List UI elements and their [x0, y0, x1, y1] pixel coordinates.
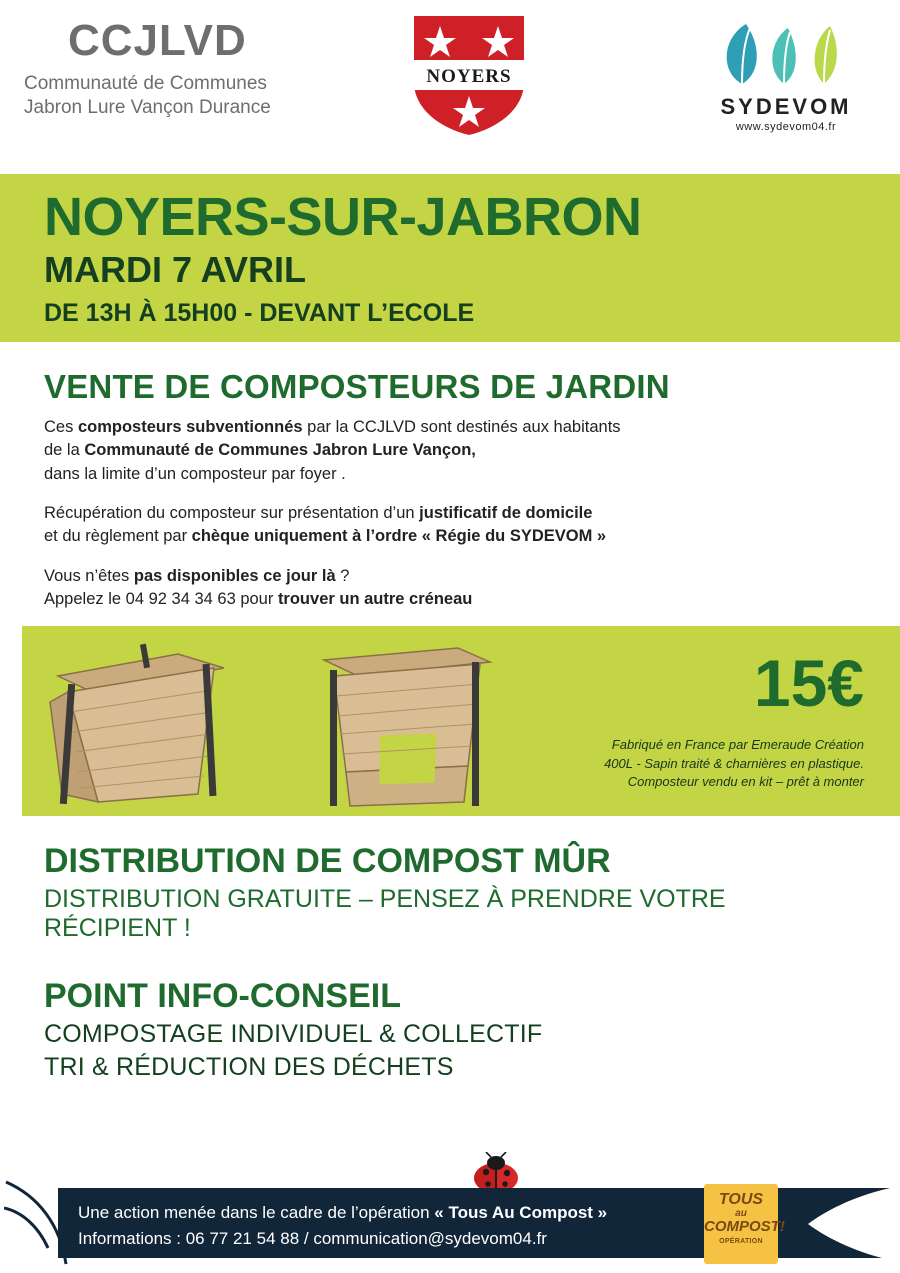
event-banner: [0, 174, 900, 342]
price-label: 15€: [753, 645, 864, 720]
sydevom-logo: [696, 18, 876, 133]
sale-p2-a: Récupération du composteur sur présentation d’un: [44, 504, 420, 523]
sale-title: VENTE DE COMPOSTEURS DE JARDIN: [44, 367, 670, 405]
product-strip: [0, 626, 900, 816]
sale-p1-d: de la: [44, 441, 85, 460]
poster-header: [0, 0, 900, 168]
infopoint-line1: COMPOSTAGE INDIVIDUEL & COLLECTIF: [44, 1019, 543, 1048]
composter-photo: [28, 606, 528, 816]
sale-p2-d: chèque uniquement à l’ordre « Régie du SYDEVOM »: [191, 527, 607, 546]
sale-paragraph-1: [44, 416, 856, 486]
sydevom-url: www.sydevom04.fr: [735, 121, 837, 133]
noyers-crest-logo: [406, 8, 532, 142]
footer-line1: [78, 1200, 607, 1226]
ccjlvd-logo: [22, 18, 352, 120]
infopoint-title: POINT INFO-CONSEIL: [44, 976, 401, 1015]
distribution-title: DISTRIBUTION DE COMPOST MÛR: [44, 841, 611, 880]
sale-p3-d: Appelez le 04 92 34 34 63 pour: [44, 590, 278, 609]
sale-p1-f: dans la limite d’un composteur par foyer .: [44, 464, 346, 483]
sale-p2-c: et du règlement par: [44, 527, 192, 546]
sale-p3-c: ?: [335, 566, 350, 585]
sale-p2-b: justificatif de domicile: [419, 504, 593, 523]
svg-text:NOYERS: NOYERS: [426, 66, 512, 87]
sale-p1-b: composteurs subventionnés: [77, 417, 303, 436]
ccjlvd-acronym: CCJLVD: [68, 16, 247, 65]
shield-icon: [406, 8, 532, 142]
sale-p3-a: Vous n’êtes: [44, 566, 134, 585]
sale-p3-b: pas disponibles ce jour là: [133, 566, 336, 585]
product-note: [604, 736, 864, 793]
sale-paragraph-3: [44, 565, 856, 612]
sale-paragraph-2: [44, 502, 856, 549]
event-date: MARDI 7 AVRIL: [44, 248, 307, 290]
footer-line1-a: Une action menée dans le cadre de l’opération: [78, 1203, 435, 1222]
sale-p3-e: trouver un autre créneau: [277, 590, 473, 609]
ccjlvd-subtitle-line1: Communauté de Communes: [24, 73, 267, 95]
badge-line4: OPÉRATION: [719, 1238, 763, 1246]
tous-au-compost-badge: [704, 1184, 785, 1264]
badge-line2: au: [735, 1207, 747, 1219]
product-note-line2: 400L - Sapin traité & charnières en plastique.: [604, 755, 864, 771]
product-note-line3: Composteur vendu en kit – prêt à monter: [627, 774, 864, 790]
event-town: NOYERS-SUR-JABRON: [44, 187, 642, 247]
sydevom-name: SYDEVOM: [720, 94, 852, 119]
ccjlvd-subtitle-line2: Jabron Lure Vançon Durance: [24, 96, 271, 118]
infopoint-line2: TRI & RÉDUCTION DES DÉCHETS: [44, 1052, 454, 1081]
sale-p1-c: par la CCJLVD sont destinés aux habitants: [302, 417, 621, 436]
distribution-subtitle: DISTRIBUTION GRATUITE – PENSEZ À PRENDRE VOTRE RÉCIPIENT !: [44, 884, 726, 942]
sale-section: [0, 342, 900, 612]
footer-text: [78, 1200, 607, 1253]
distribution-section: [0, 816, 900, 943]
sale-p1-e: Communauté de Communes Jabron Lure Vançon,: [84, 441, 476, 460]
ccjlvd-subtitle: [24, 72, 352, 120]
product-note-line1: Fabriqué en France par Emeraude Création: [611, 736, 864, 752]
swoosh-right-decoration: [780, 1184, 900, 1264]
badge-line3: COMPOST!: [704, 1218, 785, 1236]
footer-line1-b: « Tous Au Compost »: [434, 1203, 608, 1222]
leaves-icon: [696, 18, 876, 90]
sale-p1-a: Ces: [44, 417, 78, 436]
badge-line1: TOUS: [718, 1191, 764, 1208]
footer-line2: Informations : 06 77 21 54 88 / communication@sydevom04.fr: [78, 1229, 547, 1249]
infopoint-section: [0, 943, 900, 1082]
poster-footer: [0, 1166, 900, 1272]
event-hours: DE 13H À 15H00 - DEVANT L’ECOLE: [44, 298, 475, 327]
strip-left-margin: [0, 626, 22, 816]
